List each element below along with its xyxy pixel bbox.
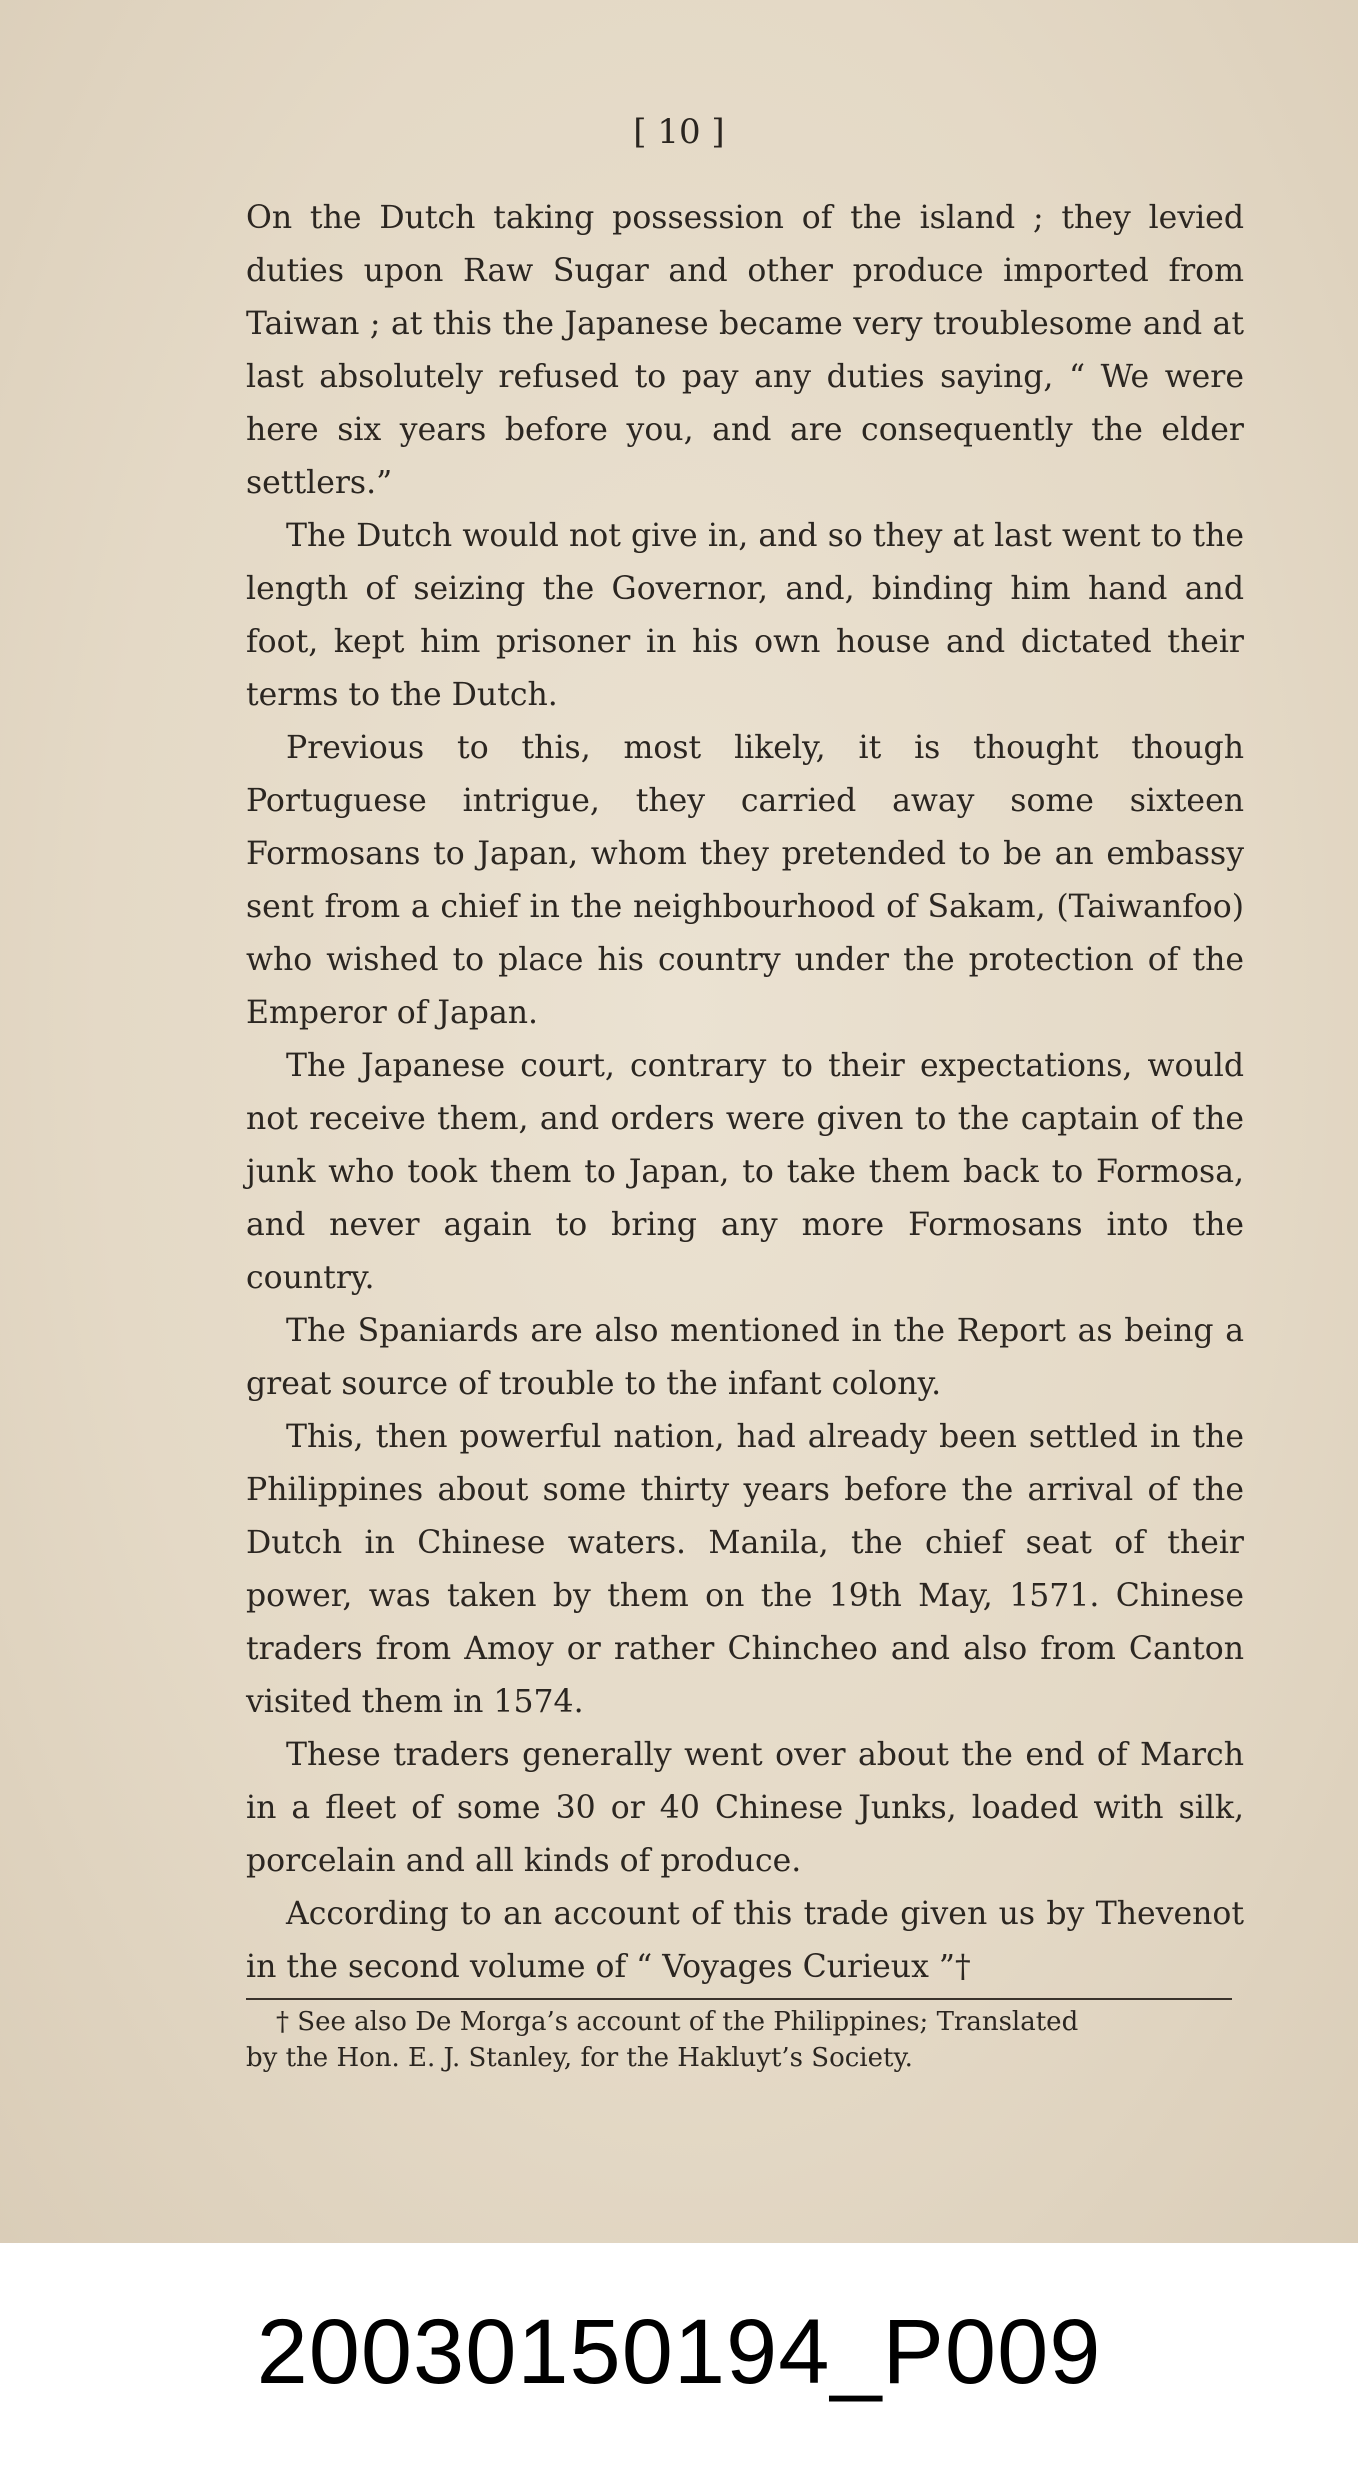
paragraph: The Japanese court, contrary to their expectations, would not receive them, and orders were given to the captain of the junk who took them to Japan, to take them back to Formosa, and never again to bring any more Formosans into the country. — [246, 1048, 1244, 1296]
paragraph: The Dutch would not give in, and so they at last went to the length of seizing the Governor, and, binding him hand and foot, kept him prisoner in his own house and dictated their terms to the Dutch. — [246, 518, 1244, 713]
footnote — [246, 2004, 1236, 2076]
paragraph: On the Dutch taking possession of the island ; they levied duties upon Raw Sugar and other produce imported from Taiwan ; at this the Japanese became very troublesome and at last absolutely refused to pay any duties saying, “ We were here six years before you, and are consequently the elder settlers.” — [246, 200, 1244, 501]
image-id-caption: 20030150194_P009 — [256, 2301, 1102, 2403]
footnote-line: by the Hon. E. J. Stanley, for the Hakluyt’s Society. — [246, 2043, 913, 2073]
paragraph: According to an account of this trade given us by Thevenot in the second volume of “ Voyages Curieux ”† — [246, 1896, 1244, 1985]
body-text — [246, 192, 1244, 1994]
paragraph: This, then powerful nation, had already been settled in the Philippines about some thirty years before the arrival of the Dutch in Chinese waters. Manila, the chief seat of their power, was taken by them on the 19th May, 1571. Chinese traders from Amoy or rather Chincheo and also from Canton visited them in 1574. — [246, 1419, 1244, 1720]
paragraph: Previous to this, most likely, it is thought though Portuguese intrigue, they carried away some sixteen Formosans to Japan, whom they pretended to be an embassy sent from a chief in the neighbourhood of Sakam, (Taiwanfoo) who wished to place his country under the protection of the Emperor of Japan. — [246, 730, 1244, 1031]
paragraph: The Spaniards are also mentioned in the Report as being a great source of trouble to the infant colony. — [246, 1313, 1244, 1402]
paragraph: These traders generally went over about the end of March in a fleet of some 30 or 40 Chinese Junks, loaded with silk, porcelain and all kinds of produce. — [246, 1737, 1244, 1879]
footnote-line: † See also De Morga’s account of the Philippines; Translated — [276, 2007, 1079, 2037]
page-number: [ 10 ] — [633, 112, 725, 152]
footnote-divider — [246, 1998, 1232, 2000]
